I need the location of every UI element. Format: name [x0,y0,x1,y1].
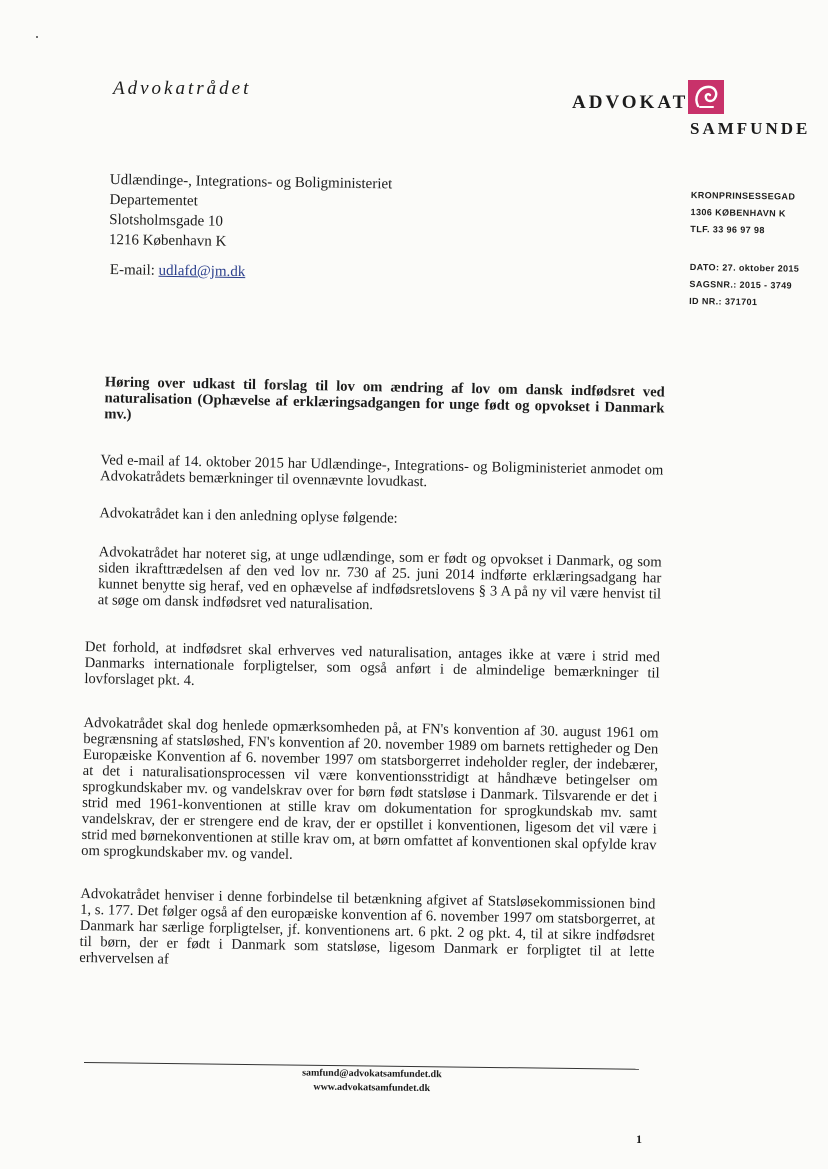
advokatsamfundet-logo-icon [688,80,724,114]
recipient-line: Slotsholmsgade 10 [109,211,224,230]
sender-address: KRONPRINSESSEGAD [690,189,796,202]
logo-wordmark-bottom: SAMFUNDE [690,119,811,138]
recipient-line: Departementet [109,191,198,210]
logo-wordmark-top: ADVOKAT [572,92,689,113]
paragraph-5: Advokatrådet skal dog henlede opmærksomheden på, at FN's konvention af 30. august 1961 om begrænsning af statsløshed, FN's konvention af 20. november 1989 om barnets rettigheder og Den Europæiske Konvention af 6. november 1997 om statsborgerret indeholder regler, der indebærer, at det i naturalisationsprocessen vil være konventionsstridigt at håndhæve betingelser om sprogkundskaber mv. og vandelskrav over for børn født statsløse i Danmark. Tilsvarende er det i strid med 1961-konventionen at stille krav om dokumentation for sprogkundskab mv. samt vandelskrav, der er strengere end de krav, der er opstillet i konventionen, ligesom det vil være i strid med børnekonventionen at stille krav om, at børn omfattet af konventionen skal opfylde krav om sprogkundskaber mv. og vandel. [81,714,659,863]
case-number: SAGSNR.: 2015 - 3749 [689,278,793,291]
paragraph-2: Advokatrådet kan i den anledning oplyse følgende: [99,505,398,527]
recipient-line: 1216 København K [108,231,227,250]
page-number: 1 [636,1132,642,1146]
sender-info [689,187,828,312]
recipient-address [109,170,393,254]
paragraph-4: Det forhold, at indfødsret skal erhverves ved naturalisation, antages ikke at være i strid med Danmarks internationale forpligtelser, som også anført i de almindelige bemærkninger til lovforslaget pkt. 4. [84,638,661,689]
paragraph-1: Ved e-mail af 14. oktober 2015 har Udlændinge-, Integrations- og Boligministeriet anmodet om Advokatrådets bemærkninger til ovennævnte lovudkast. [99,452,664,491]
footer-email[interactable]: samfund@advokatsamfundet.dk [302,1067,442,1081]
letter-date: DATO: 27. oktober 2015 [689,261,800,274]
sender-phone: TLF. 33 96 97 98 [690,223,765,236]
email-link[interactable]: udlafd@jm.dk [158,262,246,281]
scan-speck [36,36,38,38]
paragraph-6: Advokatrådet henviser i denne forbindelse til betænkning afgivet af Statsløsekommissionen bind 1, s. 177. Det følger også af den europæiske konvention af 6. november 1997 om statsborgerret, at Danmark har særlige forpligtelser, jf. konventionens art. 6 pkt. 2 og pkt. 4, til at sikre indfødsret til børn, der er født i Danmark som statsløse, ligesom Danmark er forpligtet til at lette erhvervelsen af [79,885,656,968]
council-name: Advokatrådet [113,78,252,99]
letter-body [79,374,665,976]
recipient-email [110,262,246,281]
footer-contact [262,1066,482,1097]
email-label: E-mail: [109,262,159,279]
letter-subject: Høring over udkast til forslag til lov om ændring af lov om dansk indfødsret ved naturalisation (Ophævelse af erklæringsadgangen for unge født og opvokset i Danmark mv.) [104,374,665,423]
paragraph-3: Advokatrådet har noteret sig, at unge udlændinge, som er født og opvokset i Danmark, og som siden ikrafttrædelsen af den ved lov nr. 730 af 25. juni 2014 indførte erklæringsadgang har kunnet benytte sig heraf, ved en ophævelse af indfødsretslovens § 3 A på ny vil være henvist til at søge om dansk indfødsret ved naturalisation. [97,544,662,614]
sender-city: 1306 KØBENHAVN K [690,206,786,219]
recipient-line: Udlændinge-, Integrations- og Boligministeriet [109,171,393,193]
id-number: ID NR.: 371701 [689,295,758,308]
footer-website[interactable]: www.advokatsamfundet.dk [313,1081,431,1095]
